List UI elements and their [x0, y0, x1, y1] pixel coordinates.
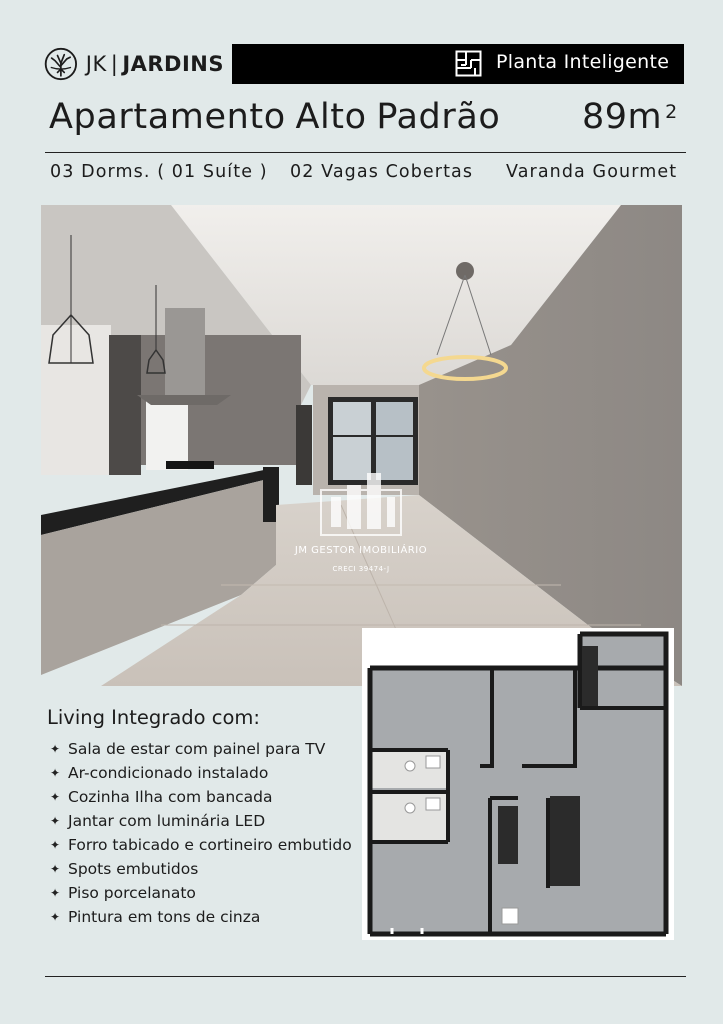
- feature-list: [50, 737, 352, 929]
- brand-separator: |: [110, 52, 119, 76]
- interior-photo: [41, 205, 682, 686]
- star-bullet-icon: ✦: [50, 886, 61, 900]
- list-item: [50, 881, 352, 905]
- watermark-creci: CRECI 39474-J: [332, 565, 390, 573]
- floor-plan: [362, 628, 674, 940]
- feature-text: Pintura em tons de cinza: [68, 908, 261, 926]
- interior-illustration: [41, 205, 682, 686]
- list-item: [50, 809, 352, 833]
- watermark-name: JM GESTOR IMOBILIÁRIO: [294, 545, 428, 556]
- star-bullet-icon: ✦: [50, 814, 61, 828]
- feature-text: Cozinha Ilha com bancada: [68, 788, 273, 806]
- living-title: Living Integrado com:: [47, 706, 260, 729]
- spec-parking: 02 Vagas Cobertas: [290, 162, 474, 182]
- star-bullet-icon: ✦: [50, 766, 61, 780]
- area-unit-sup: 2: [665, 101, 678, 123]
- area-number: 89m: [582, 97, 663, 137]
- area-value: [582, 97, 678, 137]
- feature-text: Ar-condicionado instalado: [68, 764, 269, 782]
- brand-name: [86, 52, 224, 76]
- list-item: [50, 785, 352, 809]
- tag-label: Planta Inteligente: [496, 51, 670, 73]
- brand-prefix: JK: [85, 52, 107, 76]
- feature-text: Piso porcelanato: [68, 884, 196, 902]
- list-item: [50, 857, 352, 881]
- spec-balcony: Varanda Gourmet: [506, 162, 678, 182]
- page-title: Apartamento Alto Padrão: [49, 97, 501, 137]
- star-bullet-icon: ✦: [50, 838, 61, 852]
- brand-title: JARDINS: [122, 52, 224, 76]
- bottom-divider: [45, 976, 686, 977]
- star-bullet-icon: ✦: [50, 790, 61, 804]
- spec-bedrooms: 03 Dorms. ( 01 Suíte ): [50, 162, 268, 182]
- list-item: [50, 833, 352, 857]
- floor-plan-icon: [455, 50, 482, 77]
- tree-icon: [44, 45, 78, 83]
- list-item: [50, 761, 352, 785]
- feature-text: Spots embutidos: [68, 860, 199, 878]
- top-divider: [45, 152, 686, 153]
- list-item: [50, 905, 352, 929]
- feature-text: Forro tabicado e cortineiro embutido: [68, 836, 352, 854]
- star-bullet-icon: ✦: [50, 742, 61, 756]
- star-bullet-icon: ✦: [50, 862, 61, 876]
- star-bullet-icon: ✦: [50, 910, 61, 924]
- feature-text: Jantar com luminária LED: [68, 812, 266, 830]
- list-item: [50, 737, 352, 761]
- feature-text: Sala de estar com painel para TV: [68, 740, 326, 758]
- brand-logo: [44, 44, 224, 84]
